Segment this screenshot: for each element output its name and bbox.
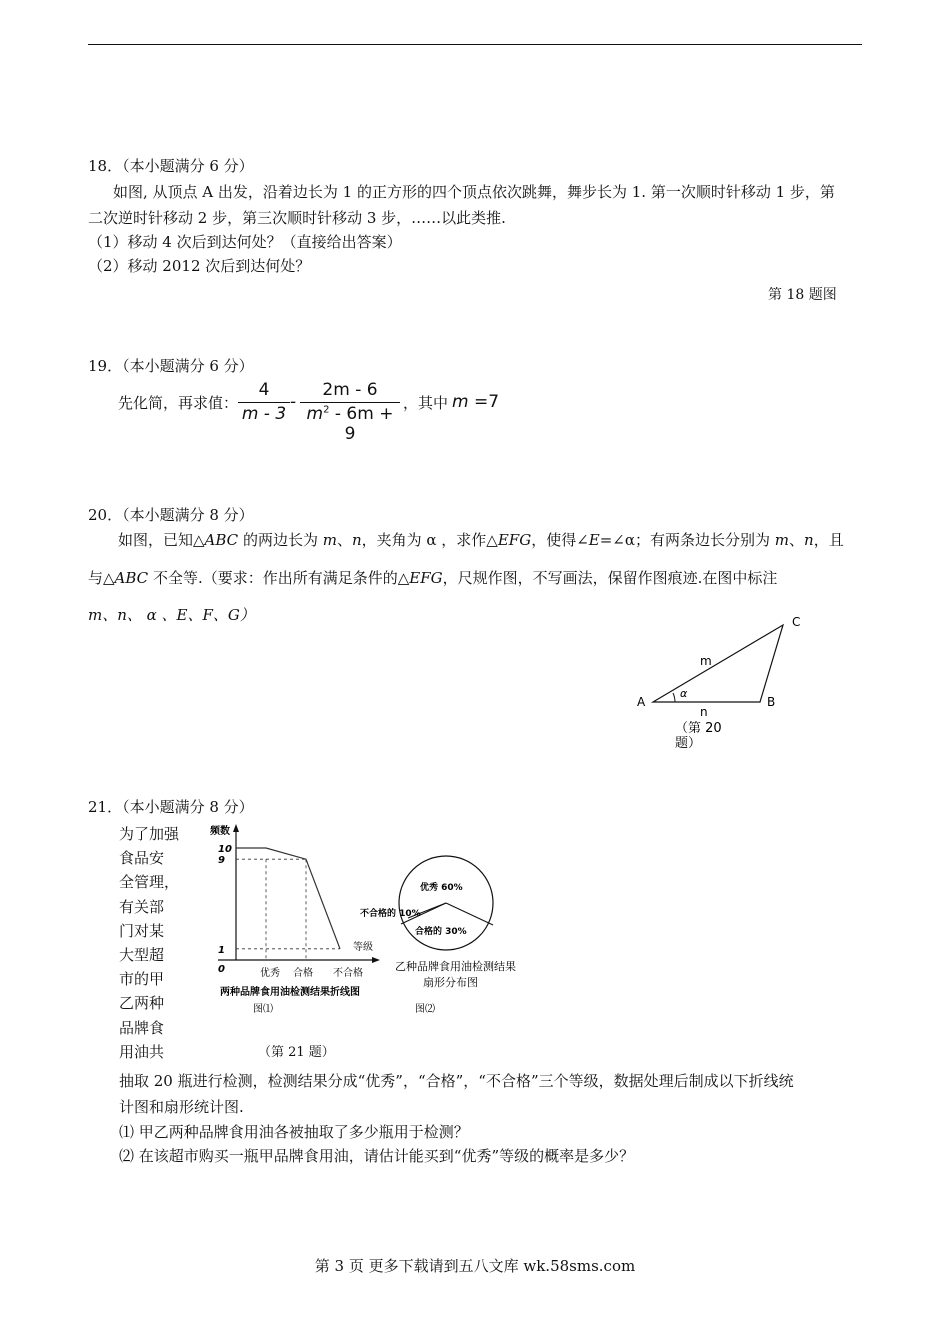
- pie-title-2: 扇形分布图: [423, 976, 478, 989]
- line-chart-title: 两种品牌食用油检测结果折线图: [220, 987, 360, 998]
- label-alpha: α: [680, 687, 688, 700]
- q21-vertical-line-9: 用油共: [119, 1042, 165, 1061]
- q19-frac1-numerator: 4: [258, 380, 270, 400]
- q21-part2: ⑵ 在该超市购买一瓶甲品牌食用油，请估计能买到“优秀”等级的概率是多少？: [119, 1147, 635, 1165]
- q21-vertical-line-7: 乙两种: [119, 994, 165, 1013]
- q21-header: 21．（本小题满分 8 分）: [88, 798, 254, 816]
- label-c: C: [792, 615, 801, 629]
- q18-header: 18．（本小题满分 6 分）: [88, 157, 254, 175]
- pie-chart: [360, 856, 516, 1015]
- q19-cond-var: m: [452, 392, 469, 412]
- t: 、: [336, 531, 352, 549]
- q19-frac1-denominator: m - 3: [241, 404, 287, 424]
- x-axis-arrow: [372, 957, 380, 963]
- t: ABC: [204, 531, 239, 549]
- t: ，使得∠: [531, 531, 589, 549]
- t: m: [322, 531, 337, 549]
- line-chart-subtitle: 图⑴: [253, 1004, 273, 1015]
- fraction-bar: [238, 402, 290, 403]
- q18-part1: （1）移动 4 次后到达何处？（直接给出答案）: [88, 233, 402, 251]
- q20-caption-1: （第 20: [675, 721, 722, 736]
- q20-triangle-figure: [625, 610, 825, 750]
- pie-slice-boundary: [446, 903, 493, 925]
- t: 如图，已知△: [118, 531, 205, 549]
- q21-vertical-line-8: 品牌食: [119, 1018, 165, 1037]
- q21-vertical-line-2: 全管理，: [119, 873, 180, 892]
- q19-minus-sign: -: [290, 392, 297, 412]
- q19-frac2-numerator: 2m - 6: [322, 380, 378, 400]
- t: 不全等.（要求：作出所有满足条件的△: [148, 569, 410, 587]
- pie-subtitle: 图⑵: [415, 1004, 435, 1015]
- t: 、: [789, 531, 805, 549]
- t: EFG: [497, 531, 532, 549]
- line-chart: [210, 824, 380, 1015]
- q18-part2: （2）移动 2012 次后到达何处？: [88, 257, 311, 275]
- label-n: n: [700, 705, 708, 719]
- label-b: B: [767, 695, 776, 709]
- q21-vertical-line-4: 门对某: [119, 921, 165, 940]
- x-tick-label: 合格: [293, 968, 313, 979]
- y-tick-label: 1: [218, 944, 225, 956]
- q20-text-line2: [88, 568, 777, 588]
- q21-figure-caption: （第 21 题）: [258, 1045, 335, 1060]
- q19-den-rest: - 6m + 9: [329, 404, 394, 444]
- q21-vertical-line-6: 市的甲: [119, 970, 165, 989]
- t: 的两边长为: [238, 531, 323, 549]
- q21-part1: ⑴ 甲乙两种品牌食用油各被抽取了多少瓶用于检测？: [119, 1123, 469, 1141]
- pie-label-fail: 不合格的 10%: [360, 909, 421, 919]
- q20-caption-2: 题）: [675, 736, 702, 750]
- t: ABC: [114, 569, 149, 587]
- q21-vertical-line-0: 为了加强: [119, 825, 180, 843]
- q18-figure-caption: 第 18 题图: [768, 287, 837, 303]
- q19-den-exponent: 2: [323, 404, 330, 416]
- q21-vertical-text: [119, 822, 189, 1064]
- q19-den-var: m: [306, 404, 324, 424]
- t: E: [588, 531, 600, 549]
- q19-header: 19．（本小题满分 6 分）: [88, 357, 254, 375]
- pie-label-pass: 合格的 30%: [415, 927, 467, 937]
- t: =∠α；有两条边长分别为: [599, 531, 775, 549]
- label-m: m: [700, 654, 712, 668]
- pie-title: 乙种品牌食用油检测结果: [395, 960, 516, 973]
- q19-condition: [452, 392, 499, 412]
- q18-text-line2: 二次逆时针移动 2 步，第三次顺时针移动 3 步，……以此类推.: [88, 209, 506, 227]
- q20-text-line1: [118, 530, 844, 550]
- q19-tail: ，其中: [403, 394, 449, 412]
- y-axis-arrow: [233, 824, 239, 832]
- q20-header: 20．（本小题满分 8 分）: [88, 506, 254, 524]
- top-rule: [88, 44, 862, 45]
- t: n: [351, 531, 362, 549]
- q21-figures: [208, 820, 538, 1030]
- q21-text-line1: 抽取 20 瓶进行检测，检测结果分成“优秀”，“合格”，“不合格”三个等级，数据处理后制成以下折线统: [119, 1072, 794, 1090]
- q19-cond-val: =7: [468, 392, 500, 412]
- q19-fraction-1: [238, 380, 290, 424]
- t: EFG: [409, 569, 443, 587]
- label-a: A: [637, 695, 646, 709]
- angle-arc: [673, 693, 675, 702]
- t: ，夹角为 α ，求作△: [361, 531, 498, 549]
- x-tick-label: 不合格: [333, 968, 363, 979]
- t: ，尺规作图，不写画法，保留作图痕迹.在图中标注: [442, 569, 778, 587]
- q20-text-line3: m、n、 α 、E、F、G）: [88, 606, 255, 624]
- y-axis-label: 频数: [210, 826, 230, 837]
- q21-vertical-line-1: 食品安: [119, 849, 165, 868]
- y-tick-label: 9: [218, 855, 225, 867]
- x-axis-label: 等级: [353, 942, 373, 953]
- x-tick-label: 优秀: [260, 968, 280, 979]
- q21-vertical-line-5: 大型超: [119, 946, 165, 965]
- t: ，且: [813, 531, 844, 549]
- q18-text-line1: 如图, 从顶点 A 出发，沿着边长为 1 的正方形的四个顶点依次跳舞，舞步长为 1. 第一次顺时针移动 1 步，第: [113, 183, 835, 201]
- triangle-abc: [653, 625, 783, 702]
- series-line: [236, 848, 340, 949]
- page-footer: 第 3 页 更多下载请到五八文库 wk.58sms.com: [314, 1257, 636, 1275]
- q21-vertical-line-3: 有关部: [119, 897, 165, 916]
- pie-label-excellent: 优秀 60%: [420, 883, 463, 893]
- t: 与△: [88, 569, 115, 587]
- t: n: [804, 531, 814, 549]
- fraction-bar: [300, 402, 400, 403]
- q21-text-line2: 计图和扇形统计图.: [119, 1098, 244, 1116]
- q19-prompt: 先化简，再求值：: [118, 394, 239, 412]
- y-tick-label: 0: [218, 964, 225, 975]
- t: m: [774, 531, 789, 549]
- q19-fraction-2: [300, 380, 400, 444]
- q19-frac2-denominator: [300, 404, 400, 444]
- y-tick-label: 10: [218, 844, 232, 855]
